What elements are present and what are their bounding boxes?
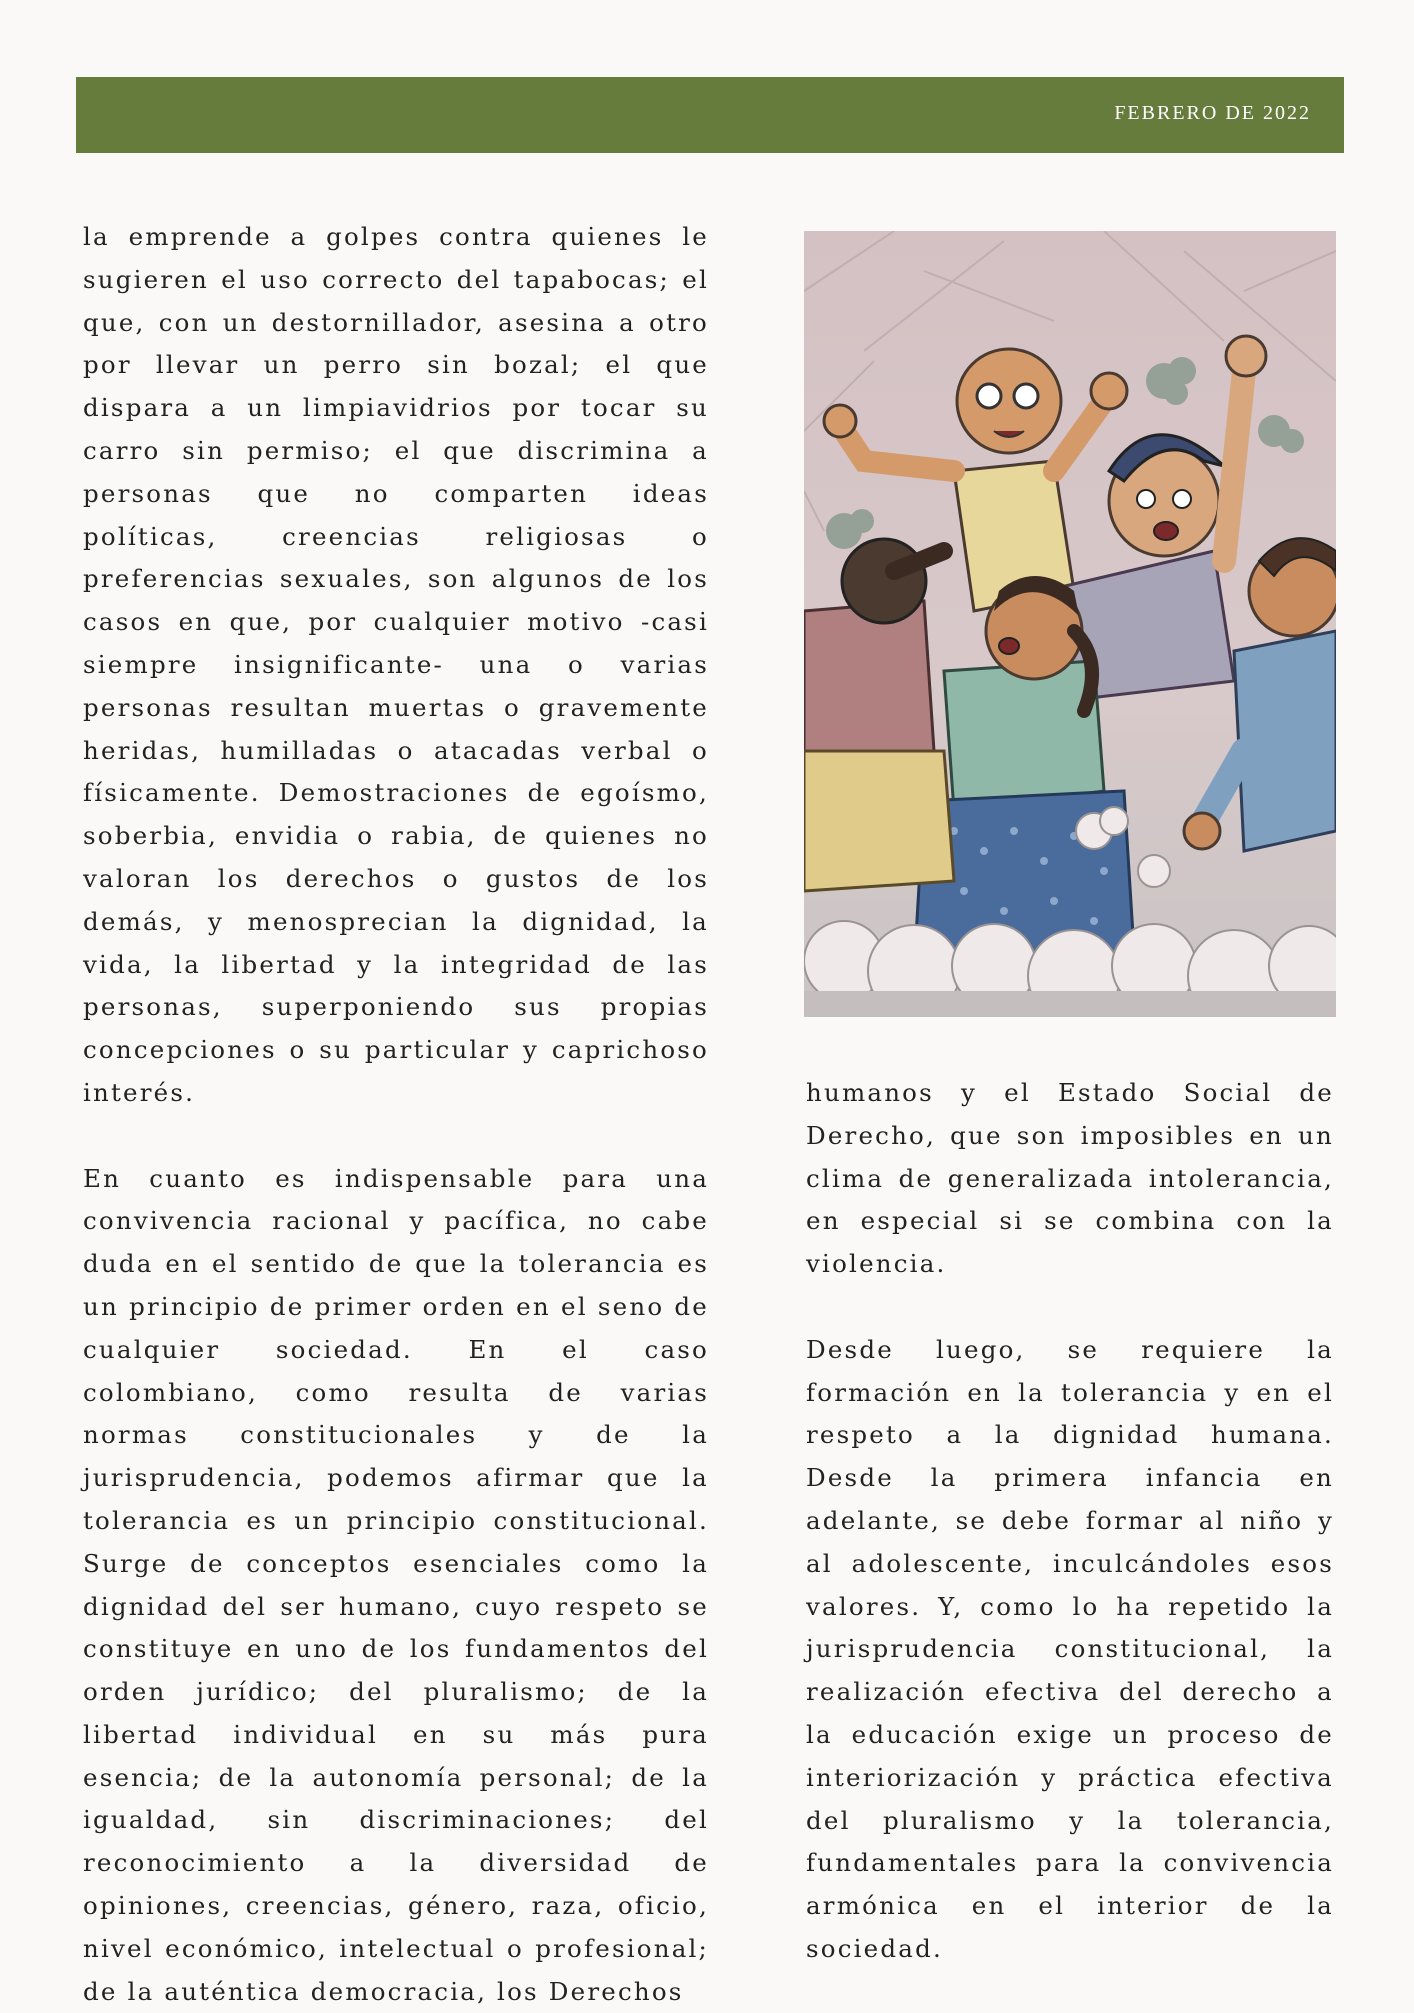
paragraph: la emprende a golpes contra quienes le sugieren el uso correcto del tapabocas; el que, con un destornillador, asesina a otro por llevar un perro sin bozal; el que dispara a un limpiavidrios por tocar su carro sin permiso; el que discrimina a personas que no comparten ideas políticas, creencias religiosas o preferencias sexuales, son algunos de los casos en que, por cualquier motivo -casi siempre insignificante- una o varias personas resultan muertas o gravemente heridas, humilladas o atacadas verbal o físicamente. Demostraciones de egoísmo, soberbia, envidia o rabia, de quienes no valoran los derechos o gustos de los demás, y menosprecian la dignidad, la vida, la libertad y la integridad de las personas, superponiendo sus propias concepciones o su particular y caprichoso interés. [83,222,709,1107]
header-bar [76,77,1344,153]
paragraph: humanos y el Estado Social de Derecho, que son imposibles en un clima de generalizada intolerancia, en especial si se combina con la violencia. [806,1078,1334,1279]
paragraph: En cuanto es indispensable para una convivencia racional y pacífica, no cabe duda en el sentido de que la tolerancia es un principio de primer orden en el seno de cualquier sociedad. En el caso colombiano, como resulta de varias normas constitucionales y de la jurisprudencia, podemos afirmar que la tolerancia es un principio constitucional. Surge de conceptos esenciales como la dignidad del ser humano, cuyo respeto se constituye en uno de los fundamentos del orden jurídico; del pluralismo; de la libertad individual en su más pura esencia; de la autonomía personal; de la igualdad, sin discriminaciones; del reconocimiento a la diversidad de opiniones, creencias, género, raza, oficio, nivel económico, intelectual o profesional; de la auténtica democracia, los Derechos [83,1163,709,2006]
article-column-right [806,1072,1334,1971]
header-date: FEBRERO DE 2022 [1114,102,1311,124]
brawl-illustration [804,231,1336,1017]
paragraph: Desde luego, se requiere la formación en la tolerancia y en el respeto a la dignidad humana. Desde la primera infancia en adelante, se debe formar al niño y al adolescente, inculcándoles esos valores. Y, como lo ha repetido la jurisprudencia constitucional, la realización efectiva del derecho a la educación exige un proceso de interiorización y práctica efectiva del pluralismo y la tolerancia, fundamentales para la convivencia armónica en el interior de la sociedad. [806,1334,1334,1963]
article-column-left [83,216,709,2013]
